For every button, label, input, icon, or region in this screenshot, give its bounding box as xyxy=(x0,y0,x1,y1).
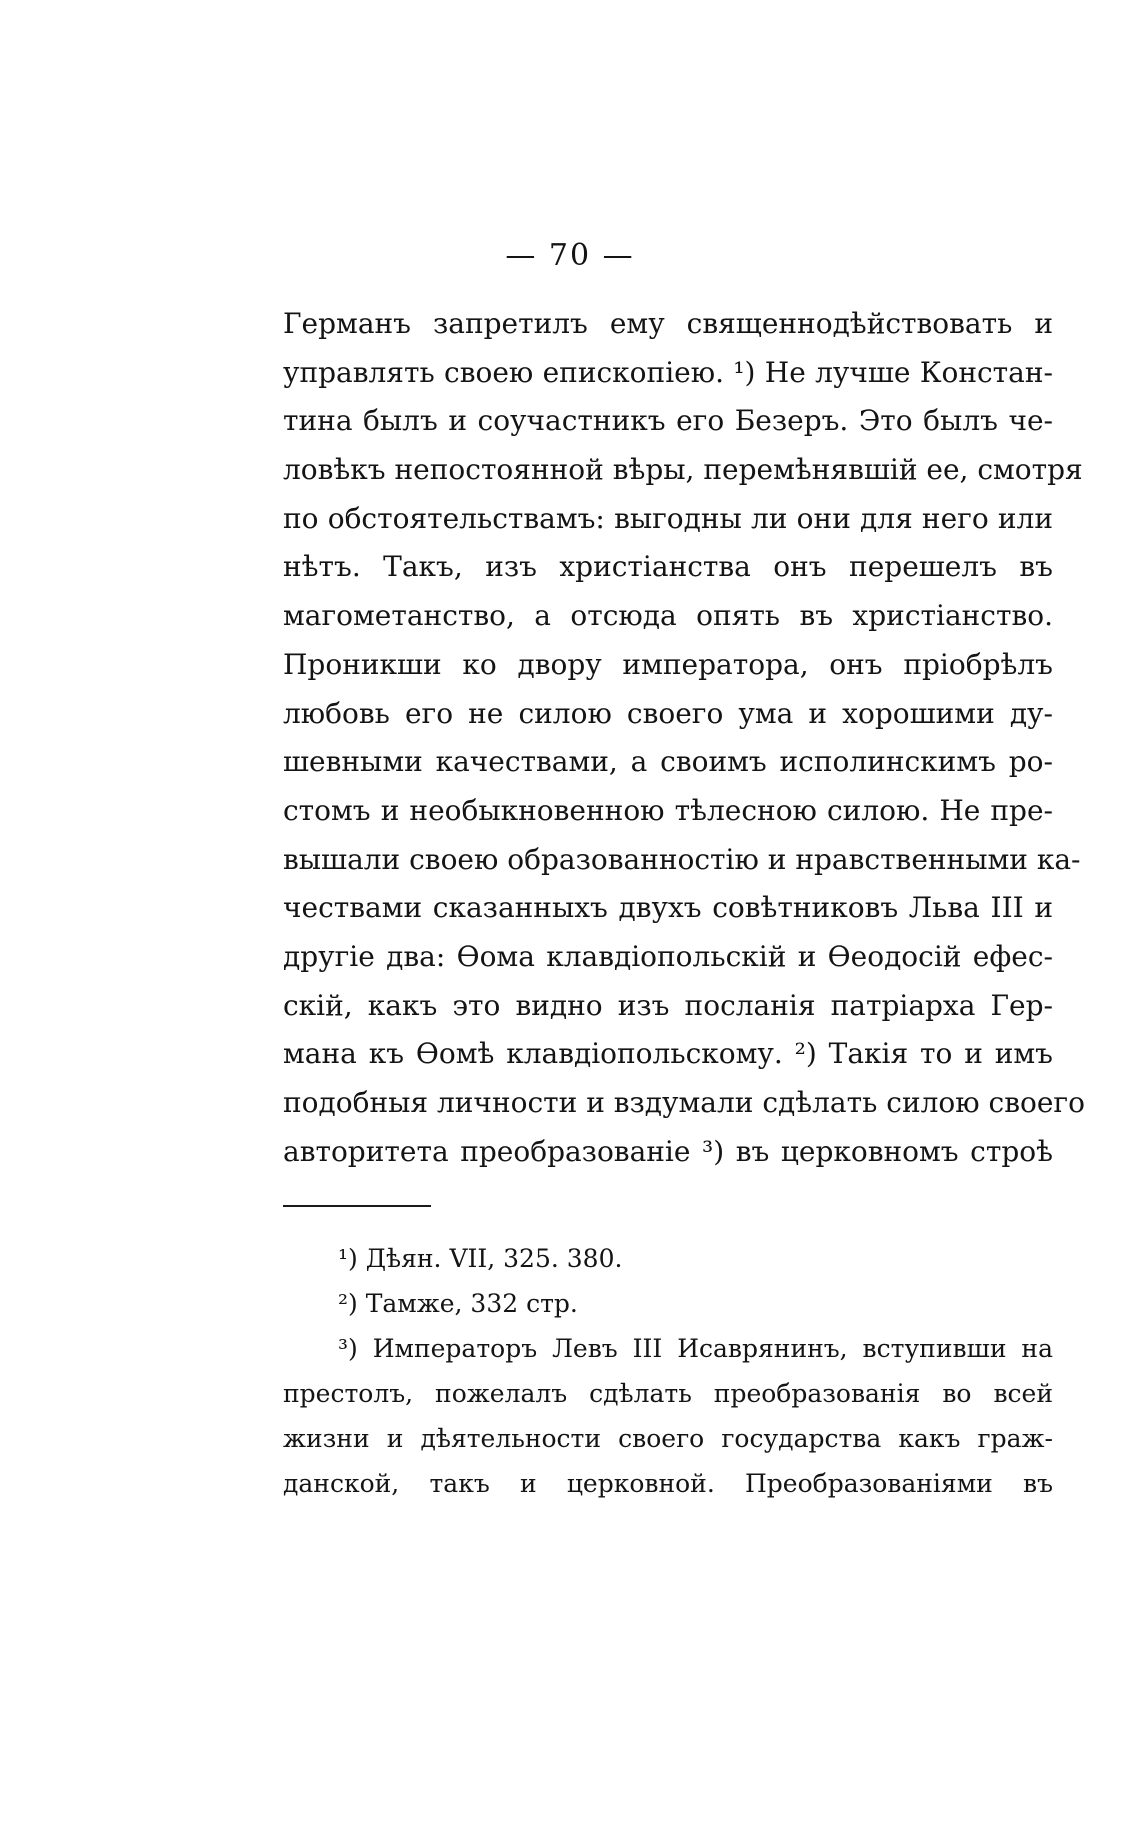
text-line: авторитета преобразованіе ³) въ церковномъ строѣ xyxy=(283,1134,1053,1168)
text-line: Германъ запретилъ ему священнодѣйствовать и xyxy=(283,307,1053,340)
text-line: чествами сказанныхъ двухъ совѣтниковъ Льва III и xyxy=(283,891,1053,925)
footnotes xyxy=(283,1236,1053,1506)
text-line: любовь его не силою своего ума и хорошими ду- xyxy=(283,696,1053,730)
footnote-line: жизни и дѣятельности своего государства какъ граж- xyxy=(283,1424,1053,1453)
text-line: Проникши ко двору императора, онъ пріобрѣлъ xyxy=(283,647,1053,681)
text-line: подобныя личности и вздумали сдѣлать силою своего xyxy=(283,1086,1085,1119)
text-line: шевными качествами, а своимъ исполинскимъ ро- xyxy=(283,745,1053,779)
text-line: управлять своею епископіею. ¹) Не лучше Констан- xyxy=(283,355,1053,389)
text-line: другіе два: Ѳома клавдіопольскій и Ѳеодосій ефес- xyxy=(283,939,1053,973)
page-number: — 70 — xyxy=(505,238,635,273)
footnote-line: ³) Императоръ Левъ III Исаврянинъ, вступивши на xyxy=(338,1334,1053,1363)
text-line: нѣтъ. Такъ, изъ христіанства онъ перешелъ въ xyxy=(283,550,1053,584)
text-line: ловѣкъ непостоянной вѣры, перемѣнявшій ее, смотря xyxy=(283,453,1083,487)
text-line: по обстоятельствамъ: выгодны ли они для него или xyxy=(283,501,1053,535)
footnote-line: ¹) Дѣян. VII, 325. 380. xyxy=(338,1244,623,1273)
footnote-line: данской, такъ и церковной. Преобразованіями въ xyxy=(283,1469,1053,1498)
footnote-line: ²) Тамже, 332 стр. xyxy=(338,1289,578,1318)
footnote-line: престолъ, пожелалъ сдѣлать преобразованія во всей xyxy=(283,1379,1053,1408)
text-line: вышали своею образованностію и нравственными ка- xyxy=(283,842,1081,876)
text-line: скій, какъ это видно изъ посланія патріарха Гер- xyxy=(283,988,1053,1022)
text-line: стомъ и необыкновенною тѣлесною силою. Не пре- xyxy=(283,793,1053,827)
main-text xyxy=(283,300,1085,1176)
text-line: мана къ Ѳомѣ клавдіопольскому. ²) Такія то и имъ xyxy=(283,1037,1053,1071)
text-line: тина былъ и соучастникъ его Безеръ. Это былъ че- xyxy=(283,404,1053,438)
footnote-divider xyxy=(283,1205,431,1207)
text-line: магометанство, а отсюда опять въ христіанство. xyxy=(283,599,1053,633)
